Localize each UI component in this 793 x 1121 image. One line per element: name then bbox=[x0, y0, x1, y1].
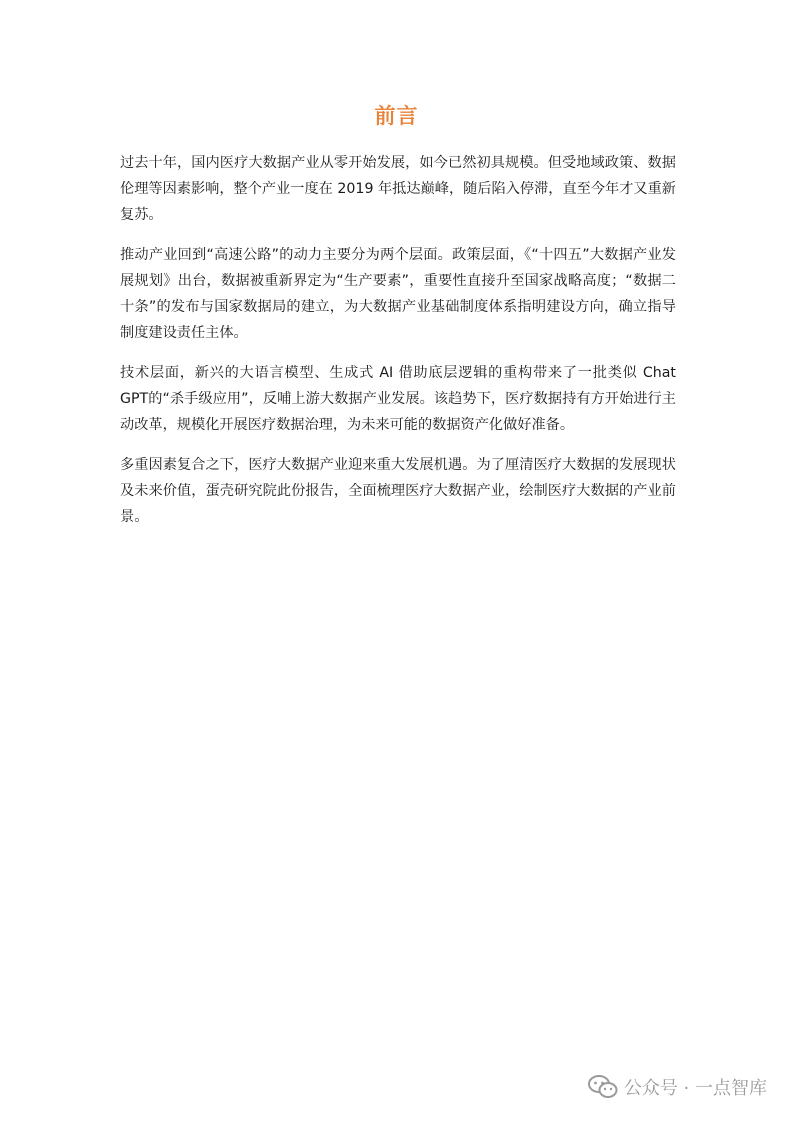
wechat-icon bbox=[588, 1074, 618, 1100]
paragraph: 技术层面，新兴的大语言模型、生成式 AI 借助底层逻辑的重构带来了一批类似 Chat GPT的“杀手级应用”，反哺上游大数据产业发展。该趋势下，医疗数据持有方开始进行主动改革，规模化开展医疗数据治理，为未来可能的数据资产化做好准备。 bbox=[120, 365, 676, 433]
paragraph: 推动产业回到“高速公路”的动力主要分为两个层面。政策层面，《“十四五”大数据产业发展规划》出台，数据被重新界定为“生产要素”，重要性直接升至国家战略高度；“数据二十条”的发布与国家数据局的建立，为大数据产业基础制度体系指明建设方向，确立指导制度建设责任主体。 bbox=[120, 247, 676, 341]
paragraph: 过去十年，国内医疗大数据产业从零开始发展，如今已然初具规模。但受地域政策、数据伦理等因素影响，整个产业一度在 2019 年抵达巅峰，随后陷入停滞，直至今年才又重新复苏。 bbox=[120, 155, 676, 223]
watermark bbox=[588, 1074, 767, 1100]
watermark-text: 公众号 · 一点智库 bbox=[623, 1078, 767, 1099]
body-text bbox=[120, 150, 676, 544]
paragraph: 多重因素复合之下，医疗大数据产业迎来重大发展机遇。为了厘清医疗大数据的发展现状及未来价值，蛋壳研究院此份报告，全面梳理医疗大数据产业，绘制医疗大数据的产业前景。 bbox=[120, 457, 676, 525]
page-title: 前言 bbox=[374, 104, 419, 128]
